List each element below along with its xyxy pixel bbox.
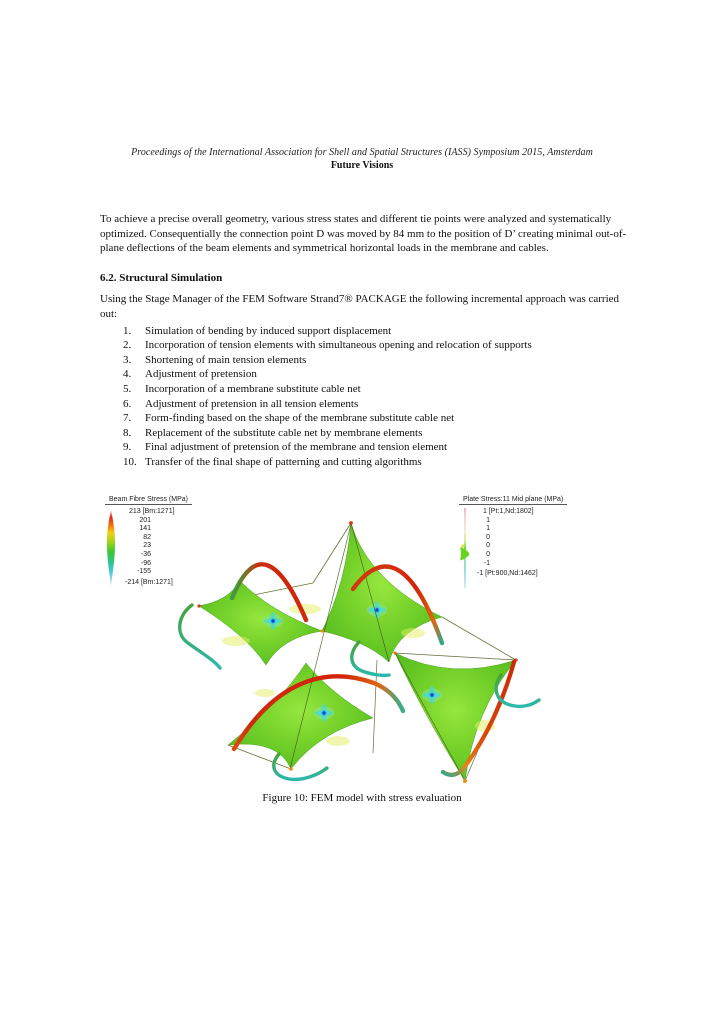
- list-item: Replacement of the substitute cable net by membrane elements: [145, 426, 423, 439]
- page-header: [0, 147, 724, 171]
- figure-caption: Figure 10: FEM model with stress evaluation: [262, 792, 462, 804]
- fem-model-figure: [170, 513, 620, 801]
- paragraph-geometry-optimization: To achieve a precise overall geometry, various stress states and different tie points were analyzed and systematically optimized. Consequentially the connection point D was moved by 84 mm to the position of D’ creating minimal out-of-plane deflections of the beam elements and symmetrical horizontal loads in the membrane and cables.: [100, 213, 627, 255]
- membrane-top-right: [322, 523, 442, 662]
- legend-tick: 82: [143, 533, 151, 541]
- legend-tick: 0: [486, 542, 490, 550]
- legend-min-value: -1 [Pt:900,Nd:1462]: [477, 570, 538, 578]
- beam-stress-colorbar-icon: [105, 508, 117, 588]
- text-content: [100, 212, 628, 470]
- membrane-surfaces: [199, 523, 516, 781]
- membrane-bottom-right: [395, 653, 516, 781]
- legend-tick: -96: [140, 559, 151, 567]
- legend-tick: 201: [139, 516, 151, 524]
- proceedings-subtitle: Future Visions: [330, 160, 394, 171]
- legend-min-value: -214 [Bm:1271]: [125, 578, 173, 586]
- legend-title: Beam Fibre Stress (MPa): [105, 496, 192, 505]
- list-item: Adjustment of pretension: [145, 368, 257, 381]
- list-item: Final adjustment of pretension of the membrane and tension element: [145, 441, 448, 454]
- legend-tick: -36: [140, 550, 151, 558]
- paragraph-stage-manager: Using the Stage Manager of the FEM Software Strand7® PACKAGE the following incremental approach was carried out:: [100, 293, 620, 320]
- legend-tick: 23: [143, 542, 151, 550]
- section-heading: 6.2. Structural Simulation: [100, 271, 223, 284]
- legend-title: Plate Stress:11 Mid plane (MPa): [459, 496, 567, 505]
- legend-tick: 1: [486, 516, 490, 524]
- legend-tick: -1: [483, 559, 490, 567]
- legend-tick: 1: [486, 525, 490, 533]
- list-item: Form-finding based on the shape of the membrane substitute cable net: [145, 412, 455, 425]
- legend-tick: 0: [486, 533, 490, 541]
- list-item: Incorporation of a membrane substitute cable net: [145, 382, 361, 395]
- legend-max-value: 213 [Bm:1271]: [129, 508, 175, 515]
- list-item: Adjustment of pretension in all tension elements: [145, 397, 359, 410]
- list-item: Incorporation of tension elements with simultaneous opening and relocation of supports: [145, 339, 532, 352]
- legend-tick: -155: [136, 568, 151, 576]
- list-item: Shortening of main tension elements: [145, 353, 307, 366]
- legend-tick: 0: [486, 550, 490, 558]
- proceedings-title: Proceedings of the International Association for Shell and Spatial Structures (IASS) Symposium 2015, Amsterdam: [131, 147, 593, 158]
- legend-tick: 141: [139, 525, 151, 533]
- list-item: Simulation of bending by induced support displacement: [145, 324, 392, 337]
- legend-max-value: 1 [Pt:1,Nd:1802]: [483, 508, 534, 515]
- incremental-steps-list: [100, 324, 628, 470]
- list-item: Transfer of the final shape of patterning and cutting algorithms: [145, 455, 422, 468]
